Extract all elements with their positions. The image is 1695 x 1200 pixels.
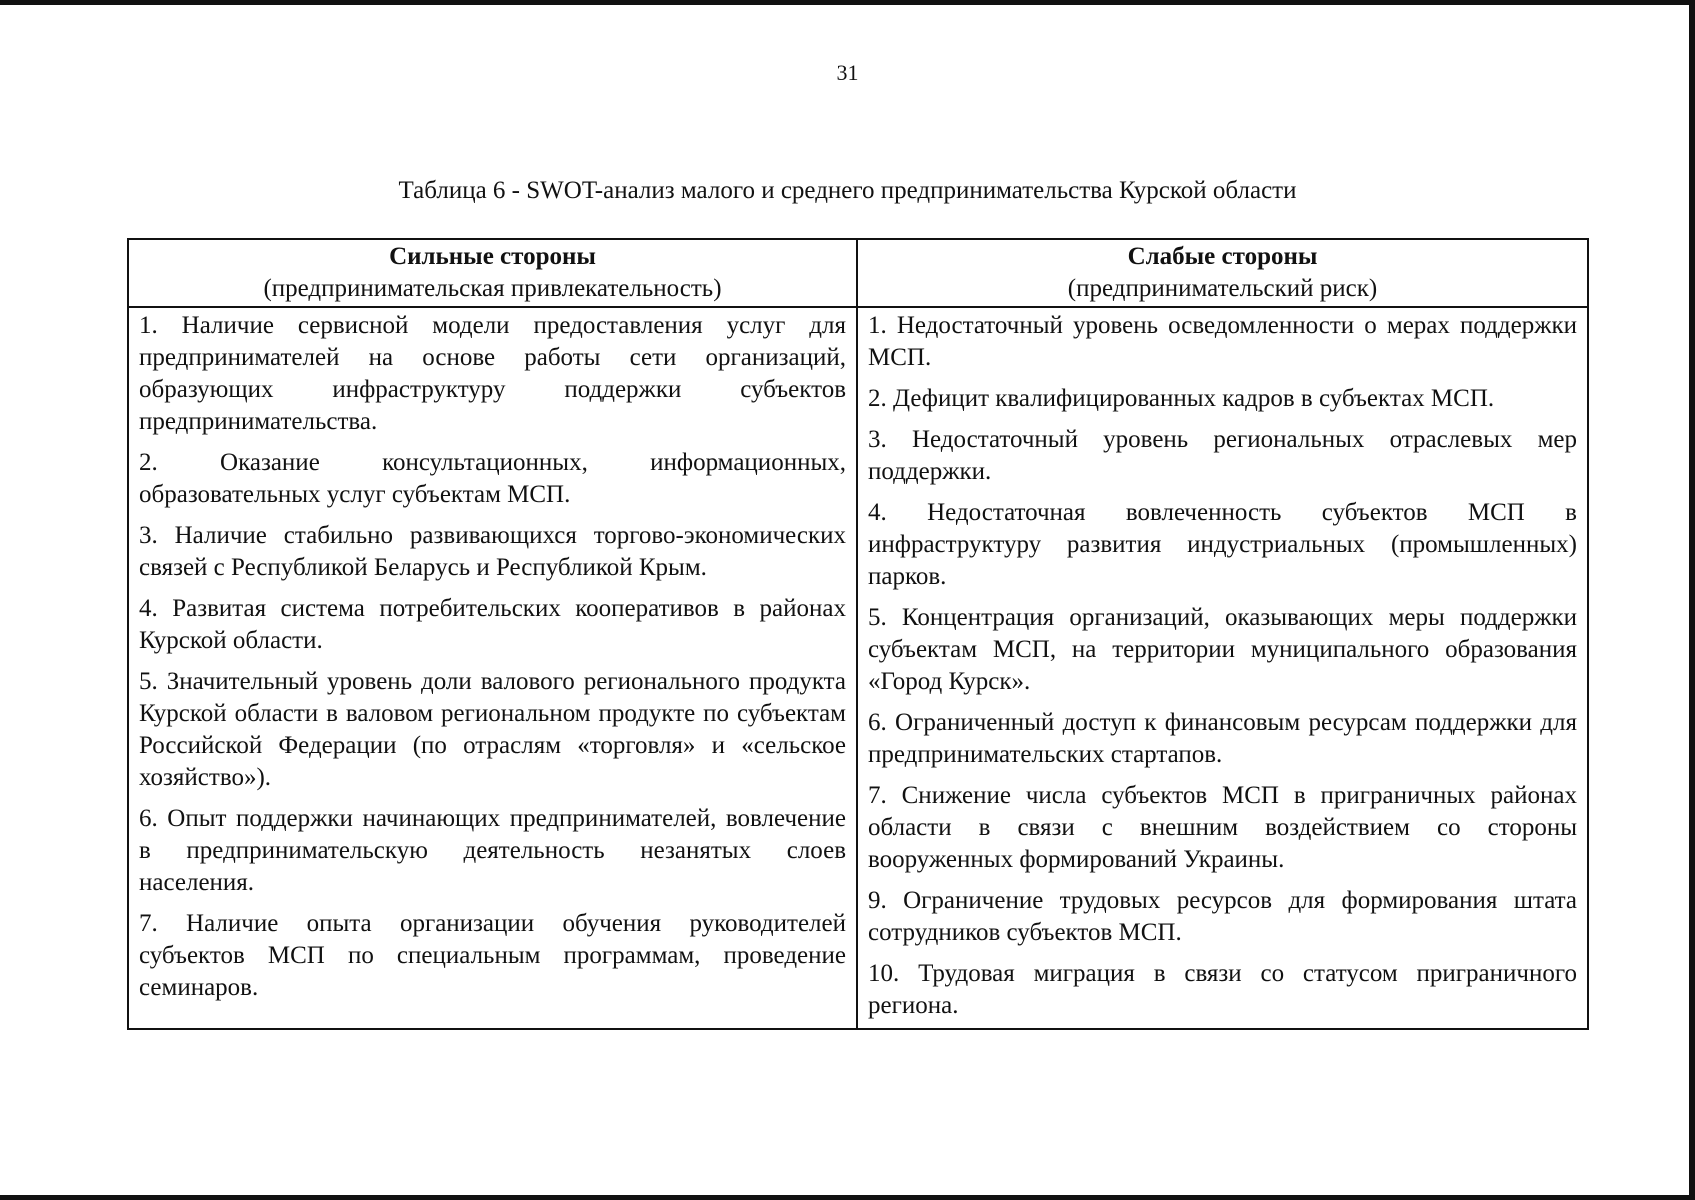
weakness-item: 10. Трудовая миграция в связи со статусом приграничного региона.: [868, 960, 1577, 1019]
weakness-item: 6. Ограниченный доступ к финансовым ресурсам поддержки для предпринимательских стартапов.: [868, 709, 1577, 768]
scan-border-bottom: [0, 1195, 1695, 1200]
strength-item: 6. Опыт поддержки начинающих предпринимателей, вовлечение в предпринимательскую деятельность незанятых слоев населения.: [139, 805, 846, 896]
strengths-cell: [128, 307, 857, 1029]
strengths-header: [128, 239, 857, 307]
weaknesses-subtitle: (предпринимательский риск): [1067, 275, 1378, 302]
scan-border-top: [0, 0, 1695, 5]
strength-item: 2. Оказание консультационных, информационных, образовательных услуг субъектам МСП.: [139, 449, 846, 508]
weakness-item: 7. Снижение числа субъектов МСП в приграничных районах области в связи с внешним воздействием со стороны вооруженных формирований Украины.: [868, 782, 1577, 873]
table-body-row: [128, 307, 1588, 1029]
weaknesses-cell: [857, 307, 1588, 1029]
strength-item: 7. Наличие опыта организации обучения руководителей субъектов МСП по специальным программам, проведение семинаров.: [139, 910, 846, 1001]
weakness-item: 9. Ограничение трудовых ресурсов для формирования штата сотрудников субъектов МСП.: [868, 887, 1577, 946]
weakness-item: 5. Концентрация организаций, оказывающих меры поддержки субъектам МСП, на территории муниципального образования «Город Курск».: [868, 604, 1577, 695]
page-number: 31: [836, 60, 859, 85]
strength-item: 3. Наличие стабильно развивающихся торгово-экономических связей с Республикой Беларусь и Республикой Крым.: [139, 522, 846, 581]
table-caption: Таблица 6 - SWOT-анализ малого и среднего предпринимательства Курской области: [398, 177, 1297, 204]
weakness-item: 4. Недостаточная вовлеченность субъектов МСП в инфраструктуру развития индустриальных (промышленных) парков.: [868, 499, 1577, 590]
strengths-subtitle: (предпринимательская привлекательность): [263, 275, 722, 302]
weaknesses-header: [857, 239, 1588, 307]
strengths-title: Сильные стороны: [389, 243, 596, 270]
swot-table: [127, 238, 1589, 1030]
weakness-item: 2. Дефицит квалифицированных кадров в субъектах МСП.: [868, 385, 1495, 412]
weakness-item: 3. Недостаточный уровень региональных отраслевых мер поддержки.: [868, 426, 1577, 485]
table-header-row: [128, 239, 1588, 307]
strength-item: 4. Развитая система потребительских кооперативов в районах Курской области.: [139, 595, 846, 654]
strength-item: 1. Наличие сервисной модели предоставления услуг для предпринимателей на основе работы сети организаций, образующих инфраструктуру поддержки субъектов предпринимательства.: [139, 312, 846, 435]
weaknesses-title: Слабые стороны: [1127, 243, 1318, 270]
weakness-item: 1. Недостаточный уровень осведомленности о мерах поддержки МСП.: [868, 312, 1577, 371]
strength-item: 5. Значительный уровень доли валового регионального продукта Курской области в валовом региональном продукте по субъектам Российской Федерации (по отраслям «торговля» и «сельское хозяйство»).: [139, 668, 846, 791]
